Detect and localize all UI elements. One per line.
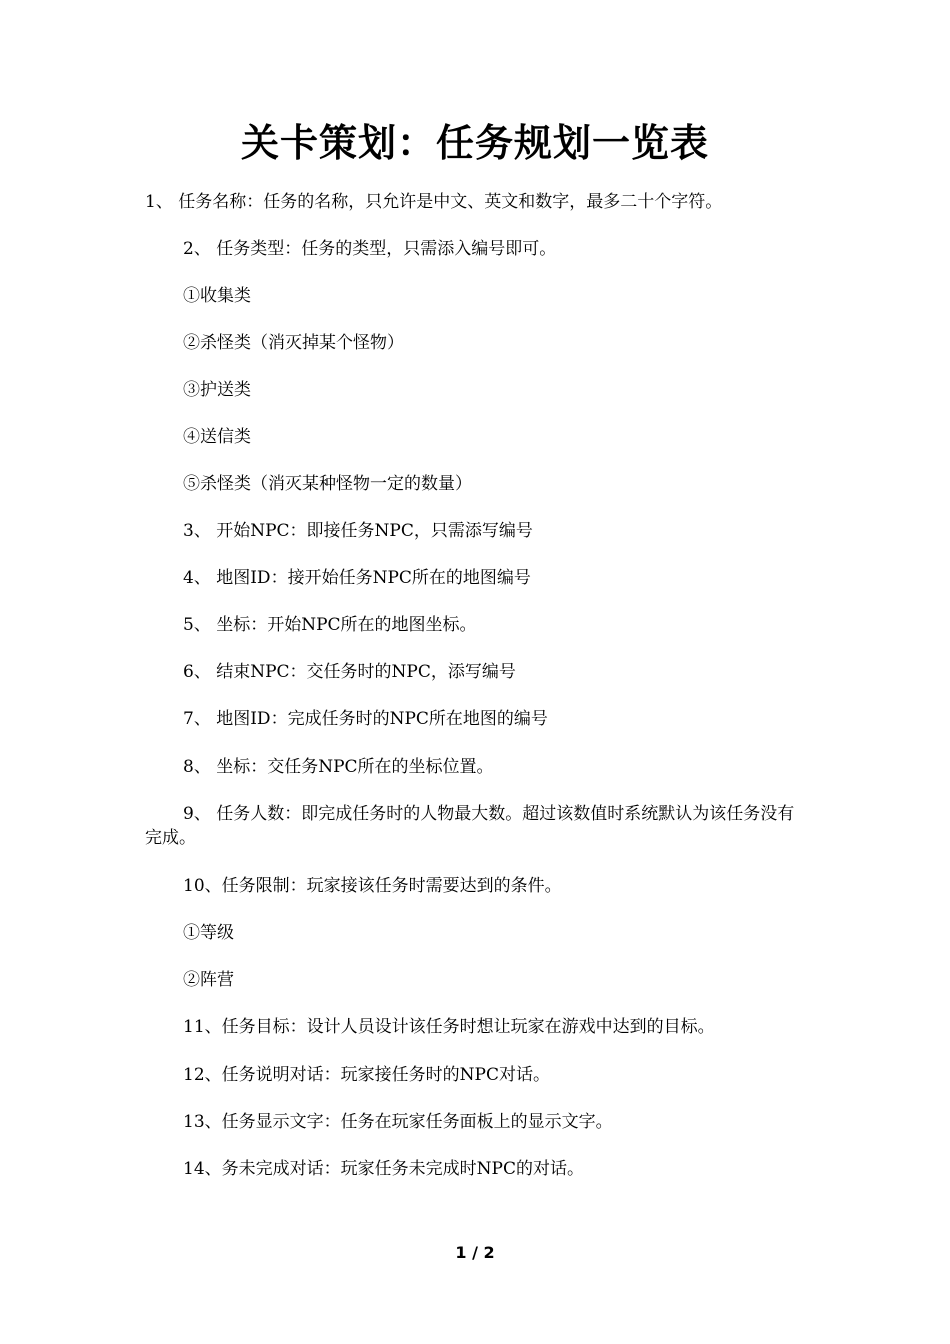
list-item: 4、 地图ID：接开始任务NPC所在的地图编号 xyxy=(183,568,531,588)
list-item: ⑤杀怪类（消灭某种怪物一定的数量） xyxy=(183,474,472,494)
list-item: 13、任务显示文字：任务在玩家任务面板上的显示文字。 xyxy=(183,1112,613,1132)
list-item: 3、 开始NPC：即接任务NPC，只需添写编号 xyxy=(183,521,533,541)
list-item: 6、 结束NPC：交任务时的NPC，添写编号 xyxy=(183,662,516,682)
list-item: 14、务未完成对话：玩家任务未完成时NPC的对话。 xyxy=(183,1159,584,1179)
list-item: 2、 任务类型：任务的类型，只需添入编号即可。 xyxy=(183,239,557,259)
list-item: 5、 坐标：开始NPC所在的地图坐标。 xyxy=(183,615,477,635)
list-item: 8、 坐标：交任务NPC所在的坐标位置。 xyxy=(183,757,494,777)
list-item: 7、 地图ID：完成任务时的NPC所在地图的编号 xyxy=(183,709,548,729)
list-item: ②阵营 xyxy=(183,970,234,990)
list-item: ④送信类 xyxy=(183,427,251,447)
list-item: 9、 任务人数：即完成任务时的人物最大数。超过该数值时系统默认为该任务没有完成。 xyxy=(145,804,795,848)
list-item: ①收集类 xyxy=(183,286,251,306)
document-title: 关卡策划：任务规划一览表 xyxy=(240,120,709,165)
page-number: 1 / 2 xyxy=(455,1243,495,1262)
list-item: 1、 任务名称：任务的名称，只允许是中文、英文和数字，最多二十个字符。 xyxy=(145,192,723,212)
list-item: 11、任务目标：设计人员设计该任务时想让玩家在游戏中达到的目标。 xyxy=(183,1017,715,1037)
list-item: ③护送类 xyxy=(183,380,251,400)
list-item: ①等级 xyxy=(183,923,234,943)
list-item: 12、任务说明对话：玩家接任务时的NPC对话。 xyxy=(183,1065,550,1085)
list-item: 10、任务限制：玩家接该任务时需要达到的条件。 xyxy=(183,876,562,896)
list-item: ②杀怪类（消灭掉某个怪物） xyxy=(183,333,404,353)
